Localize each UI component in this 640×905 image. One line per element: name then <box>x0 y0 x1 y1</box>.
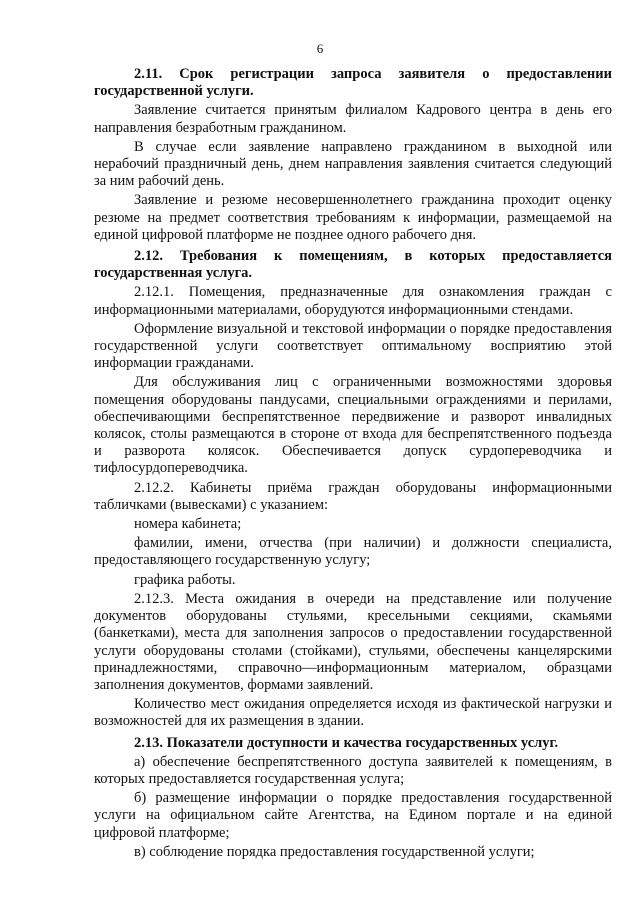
paragraph: Количество мест ожидания определяется исходя из фактической нагрузки и возможностей для их размещения в здании. <box>94 696 612 730</box>
paragraph: 2.12.2. Кабинеты приёма граждан оборудованы информационными табличками (вывесками) с указанием: <box>94 479 612 513</box>
list-item: б) размещение информации о порядке предоставления государственной услуги на официальном сайте Агентства, на Едином портале и на единой цифровой платформе; <box>94 790 612 841</box>
list-item: в) соблюдение порядка предоставления государственной услуги; <box>134 843 535 860</box>
page-number: 6 <box>316 41 324 56</box>
page-content <box>94 66 612 863</box>
paragraph: Оформление визуальной и текстовой информации о порядке предоставления государственной услуги соответствует оптимальному восприятию этой информации гражданами. <box>94 320 612 372</box>
paragraph: 2.12.1. Помещения, предназначенные для ознакомления граждан с информационными материалами, оборудуются информационными стендами. <box>94 284 612 318</box>
list-item: графика работы. <box>134 571 236 588</box>
section-2-13-heading: 2.13. Показатели доступности и качества государственных услуг. <box>134 734 559 751</box>
paragraph: Для обслуживания лиц с ограниченными возможностями здоровья помещения оборудованы пандусами, специальными ограждениями и перилами, обеспечивающими беспрепятственное передвижение и разворот инвалидных колясок, столы размещаются в стороне от входа для беспрепятственного подъезда и разворота колясок. Обеспечивается допуск сурдопереводчика и тифлосурдопереводчика. <box>94 374 612 477</box>
paragraph: Заявление и резюме несовершеннолетнего гражданина проходит оценку резюме на предмет соответствия требованиям к информации, размещаемой на единой цифровой платформе не позднее одного рабочего дня. <box>94 192 612 243</box>
paragraph: Заявление считается принятым филиалом Кадрового центра в день его направления безработным гражданином. <box>94 102 612 136</box>
list-item: номера кабинета; <box>134 516 242 533</box>
section-2-11-heading: 2.11. Срок регистрации запроса заявителя о предоставлении государственной услуги. <box>94 66 612 100</box>
list-item: а) обеспечение беспрепятственного доступа заявителей к помещениям, в которых предоставляется государственная услуга; <box>94 753 612 787</box>
paragraph: В случае если заявление направлено гражданином в выходной или нерабочий праздничный день, днем направления заявления считается следующий за ним рабочий день. <box>94 138 612 190</box>
list-item: фамилии, имени, отчества (при наличии) и должности специалиста, предоставляющего государственную услугу; <box>94 535 612 569</box>
section-2-12-heading: 2.12. Требования к помещениям, в которых предоставляется государственная услуга. <box>94 248 612 282</box>
paragraph: 2.12.3. Места ожидания в очереди на представление или получение документов оборудованы стульями, кресельными секциями, скамьями (банкетками), места для заполнения запросов о предоставлении государственной услуги оборудованы столами (стойками), стульями, обеспечены канцелярскими принадлежностями, справочно—информационным материалом, образцами заполнения документов, формами заявлений. <box>94 590 612 693</box>
